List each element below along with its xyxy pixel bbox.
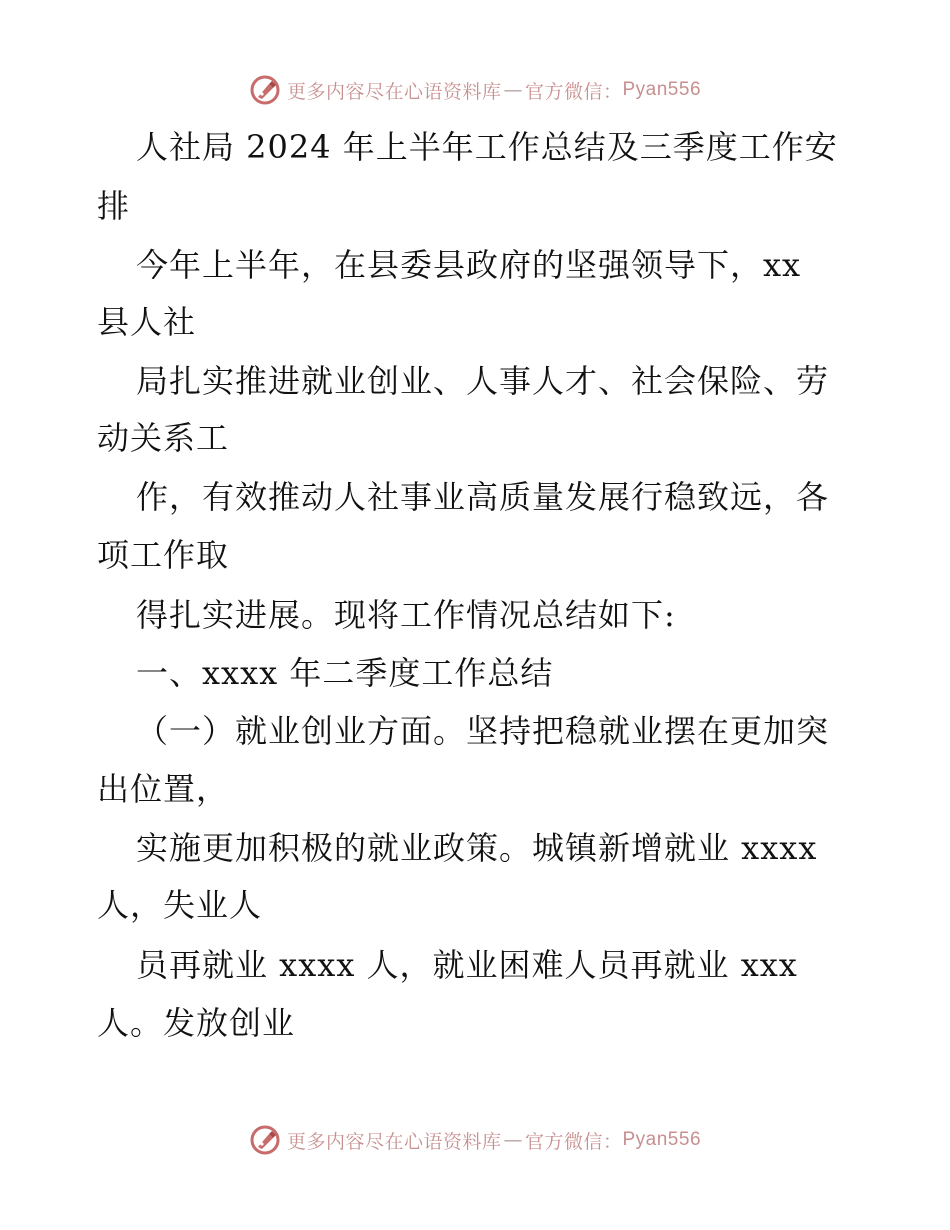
paragraph-line: 项工作取	[97, 536, 230, 574]
paragraph-line: 县人社	[97, 303, 197, 341]
paragraph-line: 人，失业人	[97, 886, 263, 924]
watermark-contact-id: Pyan556	[622, 79, 702, 100]
paragraph-line: 员再就业 xxxx 人，就业困难人员再就业 xxx	[136, 946, 798, 984]
title-line-1: 人社局 2024 年上半年工作总结及三季度工作安	[136, 128, 838, 166]
paragraph-line: 动关系工	[97, 419, 230, 457]
watermark-contact-label: 官方微信：	[524, 1130, 623, 1153]
watermark-contact-label: 官方微信：	[524, 80, 623, 103]
paragraph-line: 出位置，	[97, 770, 230, 808]
title-line-2: 排	[97, 187, 131, 225]
header-watermark	[0, 70, 950, 110]
paragraph-line: （一）就业创业方面。坚持把稳就业摆在更加突	[136, 712, 830, 750]
paragraph-line: 作，有效推动人社事业高质量发展行稳致远，各	[136, 478, 830, 516]
watermark-text: 更多内容尽在心语资料库	[286, 80, 502, 103]
pen-nib-logo-icon	[249, 74, 281, 106]
paragraph-line: 人。发放创业	[97, 1004, 296, 1042]
paragraph-line: 得扎实进展。现将工作情况总结如下:	[136, 596, 676, 634]
pen-nib-logo-icon	[249, 1124, 281, 1156]
watermark-contact-id: Pyan556	[622, 1129, 702, 1150]
footer-watermark	[0, 1120, 950, 1160]
section-heading: 一、xxxx 年二季度工作总结	[136, 654, 554, 692]
watermark-separator: —	[503, 1129, 523, 1151]
paragraph-line: 局扎实推进就业创业、人事人才、社会保险、劳	[136, 362, 830, 400]
watermark-text: 更多内容尽在心语资料库	[286, 1130, 502, 1153]
watermark-separator: —	[503, 79, 523, 101]
paragraph-line: 实施更加积极的就业政策。城镇新增就业 xxxx	[136, 829, 818, 867]
paragraph-line: 今年上半年，在县委县政府的坚强领导下，xx	[136, 246, 802, 284]
